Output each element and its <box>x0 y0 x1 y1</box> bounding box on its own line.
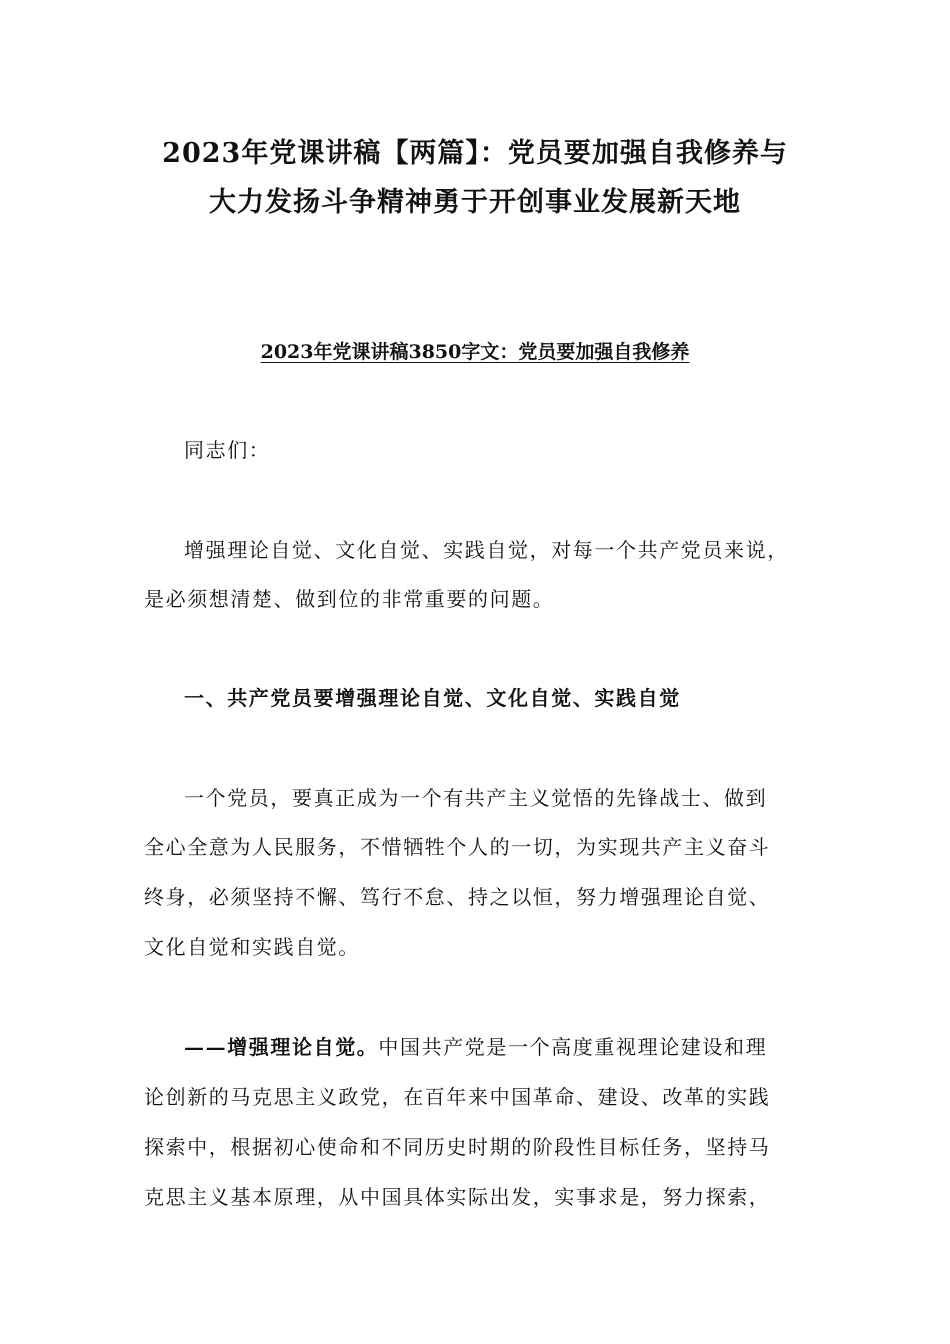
intro-line-2: 是必须想清楚、做到位的非常重要的问题。 <box>144 587 555 611</box>
para2-line-1 <box>184 1032 767 1062</box>
document-title-line-1: 2023年党课讲稿【两篇】：党员要加强自我修养与 <box>162 138 788 169</box>
intro-line-1: 增强理论自觉、文化自觉、实践自觉，对每一个共产党员来说， <box>184 538 789 562</box>
para2-lead: ——增强理论自觉。 <box>184 1035 379 1059</box>
para2-line-1-text: 中国共产党是一个高度重视理论建设和理 <box>378 1035 768 1059</box>
para2-line-2: 论创新的马克思主义政党，在百年来中国革命、建设、改革的实践 <box>144 1085 771 1109</box>
para1-line-3: 终身，必须坚持不懈、笃行不怠、持之以恒，努力增强理论自觉、 <box>144 885 771 909</box>
document-title-line-2: 大力发扬斗争精神勇于开创事业发展新天地 <box>209 187 741 218</box>
para2-line-3: 探索中，根据初心使命和不同历史时期的阶段性目标任务，坚持马 <box>144 1135 771 1159</box>
salutation: 同志们： <box>184 438 271 462</box>
section-subtitle: 2023年党课讲稿3850字文：党员要加强自我修养 <box>260 341 690 363</box>
para1-line-2: 全心全意为人民服务，不惜牺牲个人的一切，为实现共产主义奋斗 <box>144 835 771 859</box>
para2-line-4: 克思主义基本原理，从中国具体实际出发，实事求是，努力探索， <box>144 1185 771 1209</box>
para1-line-1: 一个党员，要真正成为一个有共产主义觉悟的先锋战士、做到 <box>184 786 768 810</box>
heading-1: 一、共产党员要增强理论自觉、文化自觉、实践自觉 <box>184 686 681 710</box>
para1-line-4: 文化自觉和实践自觉。 <box>144 935 360 959</box>
